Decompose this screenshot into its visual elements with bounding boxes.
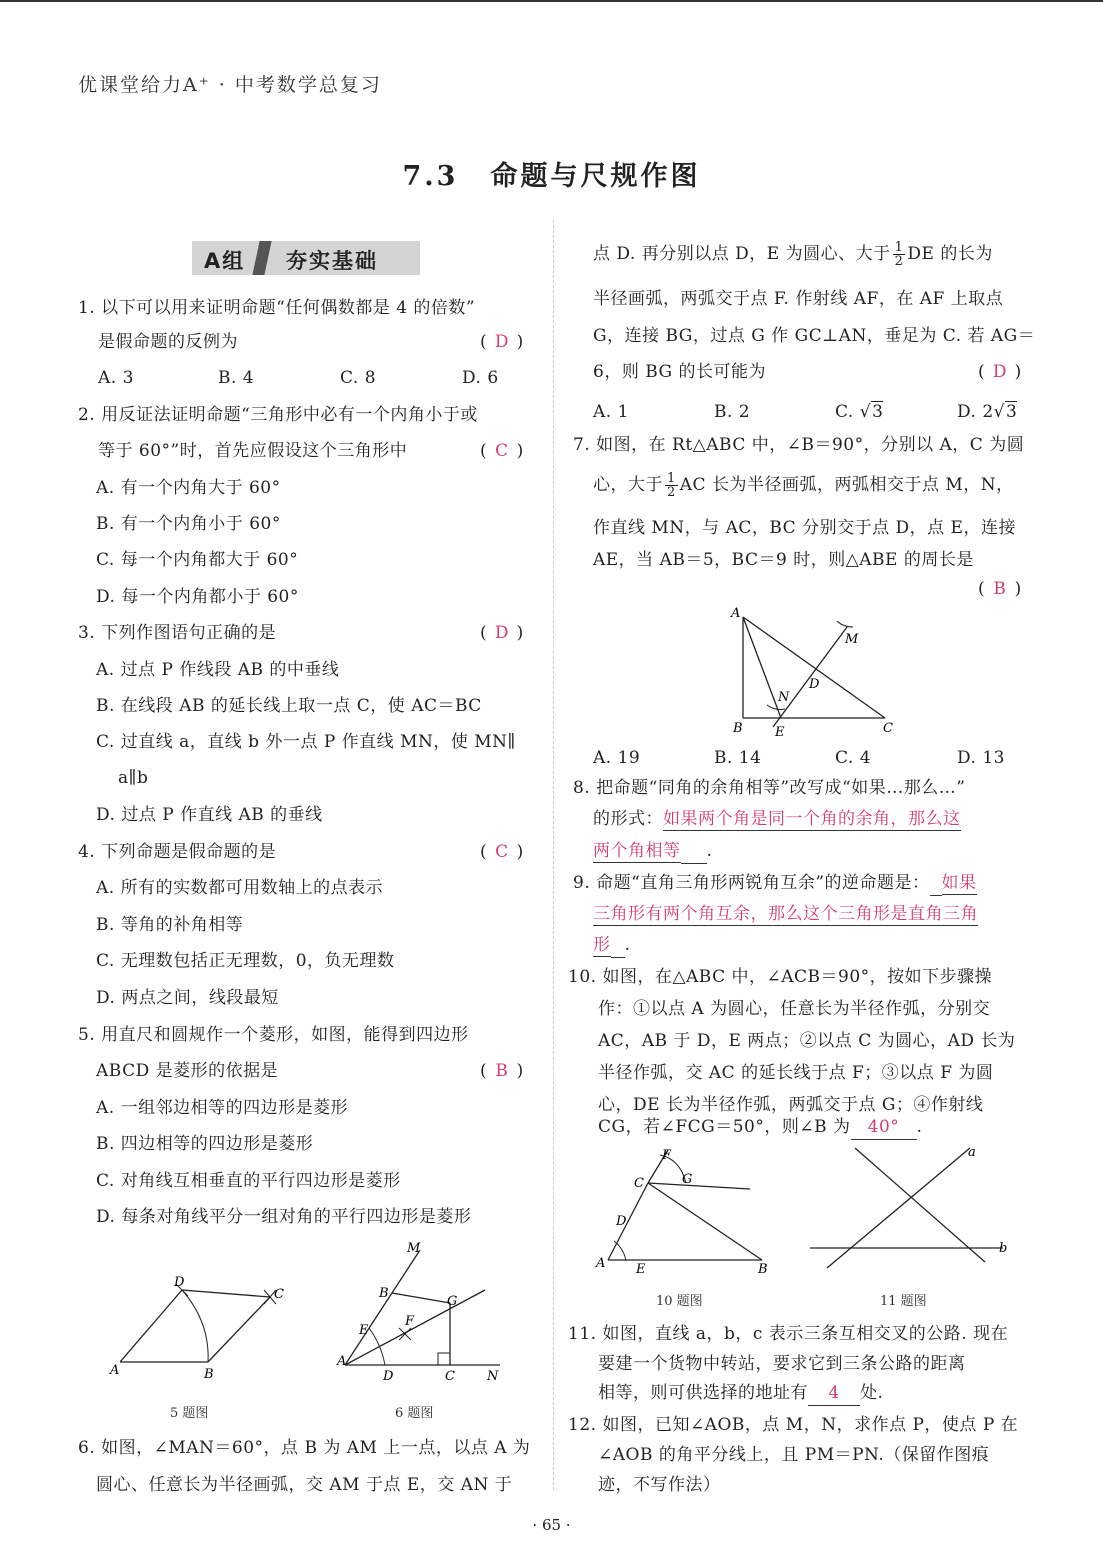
q10-prefix: CG，若∠FCG＝50°，则∠B 为	[598, 1117, 851, 1137]
q5-option-c: C. 对角线互相垂直的平行四边形是菱形	[96, 1171, 401, 1191]
q6-option-d-prefix: D. 2	[957, 402, 994, 422]
q4-option-c: C. 无理数包括正无理数，0，负无理数	[96, 951, 395, 971]
q3-answer-bracket: ( D )	[480, 623, 524, 643]
q10-stem-line4: 半径作弧，交 AC 的延长线于点 F；③以点 F 为圆	[598, 1063, 994, 1083]
q8-answer-line1: 如果两个角是同一个角的余角，那么这	[663, 809, 961, 829]
fig10-label-d: D	[616, 1214, 627, 1229]
q7-option-c: C. 4	[835, 748, 872, 768]
q7-option-b: B. 14	[714, 748, 762, 768]
q4-stem: 4. 下列命题是假命题的是	[78, 842, 277, 862]
q6-option-c-radicand: 3	[872, 402, 884, 422]
q6-answer: D	[992, 362, 1007, 382]
group-banner	[192, 241, 420, 275]
q5-answer-bracket: ( B )	[480, 1061, 524, 1081]
fig7-label-e: E	[775, 725, 785, 740]
q1-option-d: D. 6	[462, 368, 499, 388]
figure-5-rhombus	[100, 1270, 300, 1385]
q7-line2-b: AC 长为半径画弧，两弧相交于点 M，N，	[679, 475, 1014, 495]
q9-end: .	[624, 935, 631, 955]
q9-answer-line3: 形	[593, 935, 611, 955]
figure-7-right-triangle	[725, 605, 905, 740]
q8-prefix: 的形式：	[593, 809, 663, 829]
q12-stem-line2: ∠AOB 的角平分线上，且 PM＝PN.（保留作图痕	[598, 1445, 990, 1465]
q2-answer: C	[495, 441, 509, 461]
banner-bar	[252, 241, 271, 275]
q10-end: .	[916, 1117, 923, 1137]
q7-option-d: D. 13	[957, 748, 1005, 768]
q8-answer-line2: 两个角相等	[593, 841, 681, 861]
q10-stem-line2: 作：①以点 A 为圆心，任意长为半径作弧，分别交	[598, 999, 991, 1019]
q7-line2-a: 心，大于	[593, 475, 663, 495]
fig10-label-e: E	[636, 1262, 646, 1277]
fig7-label-b: B	[733, 721, 743, 736]
q4-option-d: D. 两点之间，线段最短	[96, 988, 279, 1008]
fig6-label-g: G	[447, 1294, 458, 1309]
q7-stem-line1: 7. 如图，在 Rt△ABC 中，∠B＝90°，分别以 A，C 为圆	[573, 435, 1025, 455]
q2-option-b: B. 有一个内角小于 60°	[96, 514, 281, 534]
fig6-label-n: N	[487, 1369, 499, 1384]
top-rule	[0, 0, 1103, 2]
q3-option-d: D. 过点 P 作直线 AB 的垂线	[96, 805, 323, 825]
q6-option-b: B. 2	[714, 402, 751, 422]
column-divider	[553, 220, 554, 1490]
q2-option-a: A. 有一个内角大于 60°	[96, 478, 281, 498]
running-header: 优课堂给力A⁺ · 中考数学总复习	[78, 74, 382, 96]
q6-frac-numerator: 1	[894, 240, 904, 255]
q4-option-a: A. 所有的实数都可用数轴上的点表示	[96, 878, 384, 898]
q2-option-d: D. 每一个内角都小于 60°	[96, 587, 299, 607]
q8-stem-line2	[593, 808, 961, 830]
q12-stem-line3: 迹，不写作法）	[598, 1475, 721, 1495]
q5-option-d: D. 每条对角线平分一组对角的平行四边形是菱形	[96, 1207, 472, 1227]
q9-prefix: 9. 命题“直角三角形两锐角互余”的逆命题是：	[573, 873, 930, 893]
fig6-label-a: A	[337, 1354, 347, 1369]
figure-11-three-lines	[805, 1140, 1015, 1280]
fig5-label-a: A	[110, 1363, 120, 1378]
fig6-label-c: C	[445, 1369, 455, 1384]
q9-stem-line1	[573, 872, 977, 896]
fig6-label-m: M	[407, 1241, 421, 1256]
q7-frac-denominator: 2	[667, 485, 676, 500]
q3-option-a: A. 过点 P 作线段 AB 的中垂线	[96, 660, 340, 680]
section-title	[0, 154, 1103, 193]
fig6-label-b: B	[379, 1286, 389, 1301]
q6-line3-b: DE 的长为	[907, 244, 993, 264]
fig6-caption: 6 题图	[395, 1406, 434, 1421]
page-number: · 65 ·	[532, 1516, 571, 1534]
fig10-label-b: B	[758, 1262, 768, 1277]
q10-answer: 40°	[851, 1116, 917, 1140]
fig10-label-c: C	[634, 1176, 644, 1191]
group-label: A组	[204, 249, 246, 273]
q6-answer-bracket: ( D )	[978, 362, 1022, 382]
q6-stem-line2: 圆心、任意长为半径画弧，交 AM 于点 E，交 AN 于	[96, 1475, 513, 1495]
q6-option-a: A. 1	[593, 402, 629, 422]
q11-end: 处.	[860, 1383, 884, 1403]
fig10-label-f: F	[662, 1148, 672, 1163]
q1-option-c: C. 8	[340, 368, 377, 388]
q8-answer-line2-row	[593, 840, 712, 864]
fig11-caption: 11 题图	[880, 1294, 927, 1309]
q11-stem-line2: 要建一个货物中转站，要求它到三条公路的距离	[598, 1354, 966, 1374]
q6-frac-denominator: 2	[894, 254, 904, 269]
q9-answer-line1: 如果	[941, 873, 977, 893]
q5-option-b: B. 四边相等的四边形是菱形	[96, 1134, 314, 1154]
q11-answer: 4	[808, 1382, 860, 1406]
q3-stem: 3. 下列作图语句正确的是	[78, 623, 277, 643]
q11-prefix: 相等，则可供选择的地址有	[598, 1383, 808, 1403]
q7-answer-bracket: ( B )	[978, 579, 1022, 599]
q6-stem-line4: 半径画弧，两弧交于点 F. 作射线 AF，在 AF 上取点	[593, 289, 1004, 309]
fig7-label-m: M	[845, 632, 859, 647]
q1-option-a: A. 3	[98, 368, 134, 388]
q7-answer: B	[993, 579, 1006, 599]
q6-fraction	[893, 241, 906, 268]
q2-option-c: C. 每一个内角都大于 60°	[96, 550, 299, 570]
q1-answer-bracket: ( D )	[480, 332, 524, 352]
q10-stem-line5: 心，DE 长为半径作弧，两弧交于点 G；④作射线	[598, 1095, 984, 1115]
q5-option-a: A. 一组邻边相等的四边形是菱形	[96, 1098, 349, 1118]
q3-option-c: C. 过直线 a，直线 b 外一点 P 作直线 MN，使 MN∥	[96, 732, 516, 752]
q1-stem-line2: 是假命题的反例为	[98, 332, 238, 352]
q7-stem-line3: 作直线 MN，与 AC，BC 分别交于点 D，点 E，连接	[593, 518, 1016, 538]
figure-6-construction	[335, 1240, 510, 1390]
q3-answer: D	[494, 623, 509, 643]
fig10-label-a: A	[596, 1256, 606, 1271]
q6-option-d: D. 2√3	[957, 402, 1018, 422]
fig10-caption: 10 题图	[656, 1294, 703, 1309]
q6-option-d-radicand: 3	[1006, 402, 1018, 422]
q1-option-b: B. 4	[218, 368, 255, 388]
q7-frac-numerator: 1	[667, 471, 676, 486]
q2-answer-bracket: ( C )	[480, 441, 524, 461]
q2-stem-line1: 2. 用反证法证明命题“三角形中必有一个内角小于或	[78, 405, 478, 425]
q9-answer-line2: 三角形有两个角互余，那么这个三角形是直角三角	[593, 904, 978, 924]
q6-stem-line5: G，连接 BG，过点 G 作 GC⊥AN，垂足为 C. 若 AG＝	[593, 326, 1036, 346]
q10-stem-line6	[598, 1116, 922, 1140]
fig7-label-c: C	[883, 721, 893, 736]
q10-stem-line3: AC，AB 于 D，E 两点；②以点 C 为圆心，AD 长为	[598, 1031, 1016, 1051]
q12-stem-line1: 12. 如图，已知∠AOB，点 M，N，求作点 P，使点 P 在	[568, 1415, 1019, 1435]
section-number: 7.3	[402, 161, 459, 192]
fig10-label-g: G	[682, 1172, 693, 1187]
q3-option-c-cont: a∥b	[118, 768, 149, 788]
q6-line3-a: 点 D. 再分别以点 D，E 为圆心、大于	[593, 244, 891, 264]
q7-fraction	[665, 472, 678, 499]
q7-option-a: A. 19	[593, 748, 641, 768]
q6-stem-line1: 6. 如图，∠MAN＝60°，点 B 为 AM 上一点，以点 A 为	[78, 1438, 531, 1458]
q6-option-c-prefix: C.	[835, 402, 860, 422]
q4-option-b: B. 等角的补角相等	[96, 915, 244, 935]
fig7-label-n: N	[778, 690, 790, 705]
q7-stem-line2	[593, 472, 1014, 499]
q8-end: .	[706, 841, 713, 861]
q5-stem-line1: 5. 用直尺和圆规作一个菱形，如图，能得到四边形	[78, 1025, 469, 1045]
q4-answer-bracket: ( C )	[480, 842, 524, 862]
q8-stem-line1: 8. 把命题“同角的余角相等”改写成“如果…那么…”	[573, 778, 966, 798]
q5-answer: B	[495, 1061, 508, 1081]
fig11-label-b: b	[999, 1241, 1008, 1256]
q6-stem-line6: 6，则 BG 的长可能为	[593, 362, 767, 382]
q11-stem-line3	[598, 1382, 883, 1406]
q11-stem-line1: 11. 如图，直线 a，b，c 表示三条互相交叉的公路. 现在	[568, 1324, 1009, 1344]
figure-10-triangle	[590, 1145, 780, 1280]
fig7-label-d: D	[809, 677, 820, 692]
fig5-label-d: D	[174, 1275, 185, 1290]
q1-answer: D	[494, 332, 509, 352]
fig5-label-c: C	[274, 1287, 284, 1302]
q9-answer-line3-row	[593, 934, 630, 958]
q6-option-c: C. √3	[835, 402, 884, 422]
group-name: 夯实基础	[286, 249, 378, 273]
q6-stem-line3	[593, 241, 993, 268]
q5-stem-line2: ABCD 是菱形的依据是	[96, 1061, 279, 1081]
q2-stem-line2: 等于 60°”时，首先应假设这个三角形中	[98, 441, 408, 461]
section-name: 命题与尺规作图	[490, 161, 701, 192]
q1-stem-line1: 1. 以下可以用来证明命题“任何偶数都是 4 的倍数”	[78, 298, 476, 318]
fig6-label-e: E	[359, 1323, 369, 1338]
q7-stem-line4: AE，当 AB＝5，BC＝9 时，则△ABE 的周长是	[593, 550, 974, 570]
fig11-label-a: a	[968, 1145, 976, 1160]
fig5-caption: 5 题图	[170, 1406, 209, 1421]
fig6-label-d: D	[383, 1369, 394, 1384]
q3-option-b: B. 在线段 AB 的延长线上取一点 C，使 AC＝BC	[96, 696, 482, 716]
q10-stem-line1: 10. 如图，在△ABC 中，∠ACB＝90°，按如下步骤操	[568, 967, 993, 987]
fig7-label-a: A	[731, 606, 741, 621]
fig5-label-b: B	[204, 1367, 214, 1382]
q9-answer-line2-row	[593, 903, 978, 925]
q4-answer: C	[495, 842, 509, 862]
fig6-label-f: F	[405, 1314, 415, 1329]
